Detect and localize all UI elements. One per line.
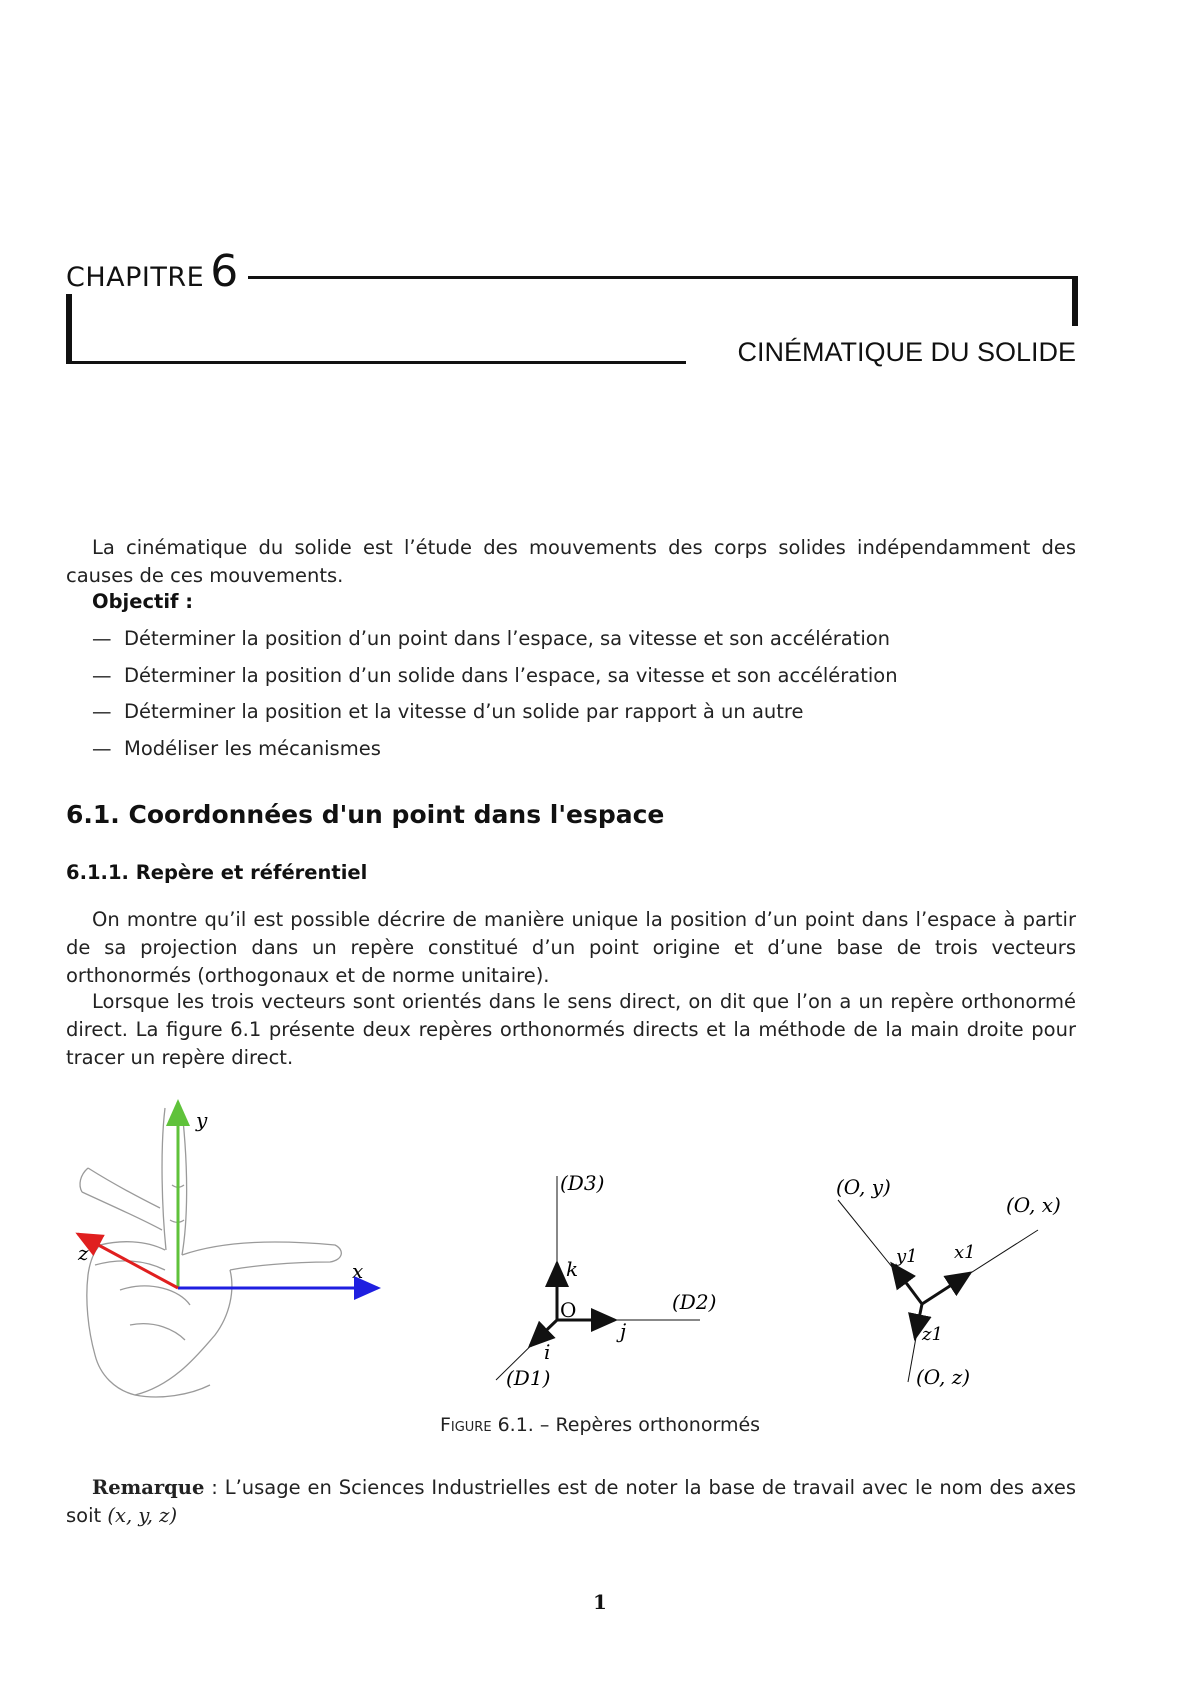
- label-d3: (D3): [560, 1171, 605, 1195]
- subsection-heading: [66, 861, 367, 884]
- figure-repere: [60, 1090, 1140, 1410]
- list-item-text: Modéliser les mécanismes: [124, 737, 381, 760]
- list-item: [92, 700, 804, 723]
- header-rule-left: [66, 294, 72, 364]
- caption-label: Figure 6.1.: [439, 1414, 534, 1436]
- list-item: [92, 627, 890, 650]
- caption-text: – Repères orthonormés: [533, 1414, 761, 1436]
- subsection-title: Repère et référentiel: [135, 861, 368, 884]
- header-rule-bottom: [66, 361, 686, 364]
- body-paragraph-2: Lorsque les trois vecteurs sont orientés dans le sens direct, on dit que l’on a un repère orthonormé direct. La figure 6.1 présente deux repères orthonormés directs et la méthode de la main droite pour tracer un repère direct.: [66, 990, 1076, 1069]
- list-item-text: Déterminer la position d’un point dans l’espace, sa vitesse et son accélération: [124, 627, 891, 650]
- label-d2: (D2): [672, 1290, 717, 1314]
- list-item-text: Déterminer la position et la vitesse d’un solide par rapport à un autre: [124, 700, 804, 723]
- list-item-text: Déterminer la position d’un solide dans l’espace, sa vitesse et son accélération: [124, 664, 898, 687]
- header-rule-top: [248, 276, 1078, 279]
- section-number: 6.1.: [66, 800, 120, 829]
- label-i: i: [544, 1340, 551, 1364]
- chapter-number: 6: [210, 246, 239, 297]
- label-oy: (O, y): [836, 1175, 891, 1199]
- body-paragraph-1: On montre qu’il est possible décrire de manière unique la position d’un point dans l’espace à partir de sa projection dans un repère constitué d’un point origine et d’une base de trois vecteurs orthonormés (orthogonaux et de norme unitaire).: [66, 908, 1076, 987]
- label-oz: (O, z): [916, 1365, 971, 1389]
- label-d1: (D1): [506, 1366, 551, 1390]
- page-number: 1: [593, 1590, 607, 1614]
- chapter-title: CINÉMATIQUE DU SOLIDE: [737, 337, 1076, 367]
- label-z1: z1: [922, 1324, 943, 1345]
- bullet-dash: —: [92, 737, 112, 760]
- remark-paragraph: [66, 1474, 1076, 1530]
- hand-illustration: [80, 1108, 341, 1397]
- label-y1: y1: [896, 1246, 918, 1267]
- chapter-label-text: CHAPITRE: [66, 262, 205, 293]
- header-rule-right: [1072, 276, 1078, 326]
- remark-formula: (x, y, z): [107, 1504, 178, 1527]
- figure-caption: [0, 1414, 1200, 1436]
- label-x1: x1: [954, 1242, 976, 1263]
- hand-y-label: y: [196, 1108, 208, 1132]
- section-title: Coordonnées d'un point dans l'espace: [128, 800, 665, 829]
- section-heading: [66, 800, 664, 829]
- bullet-dash: —: [92, 627, 112, 650]
- subsection-number: 6.1.1.: [66, 861, 129, 884]
- label-ox: (O, x): [1006, 1193, 1061, 1217]
- list-item: [92, 737, 381, 760]
- hand-z-label: z: [78, 1241, 89, 1265]
- hand-x-label: x: [352, 1259, 364, 1283]
- objectives-label: Objectif :: [92, 590, 194, 613]
- frame-d: [496, 1176, 700, 1380]
- remark-label: Remarque: [92, 1476, 205, 1499]
- label-k: k: [566, 1257, 579, 1281]
- bullet-dash: —: [92, 664, 112, 687]
- remark-text: : L’usage en Sciences Industrielles est de noter la base de travail avec le nom des axes soit: [66, 1476, 1076, 1527]
- chapter-label: [66, 246, 239, 297]
- list-item: [92, 664, 898, 687]
- frame-o: [838, 1200, 1038, 1382]
- intro-paragraph: La cinématique du solide est l’étude des mouvements des corps solides indépendamment des causes de ces mouvements.: [66, 536, 1076, 587]
- bullet-dash: —: [92, 700, 112, 723]
- label-j: j: [620, 1319, 627, 1343]
- label-origin: O: [560, 1298, 577, 1322]
